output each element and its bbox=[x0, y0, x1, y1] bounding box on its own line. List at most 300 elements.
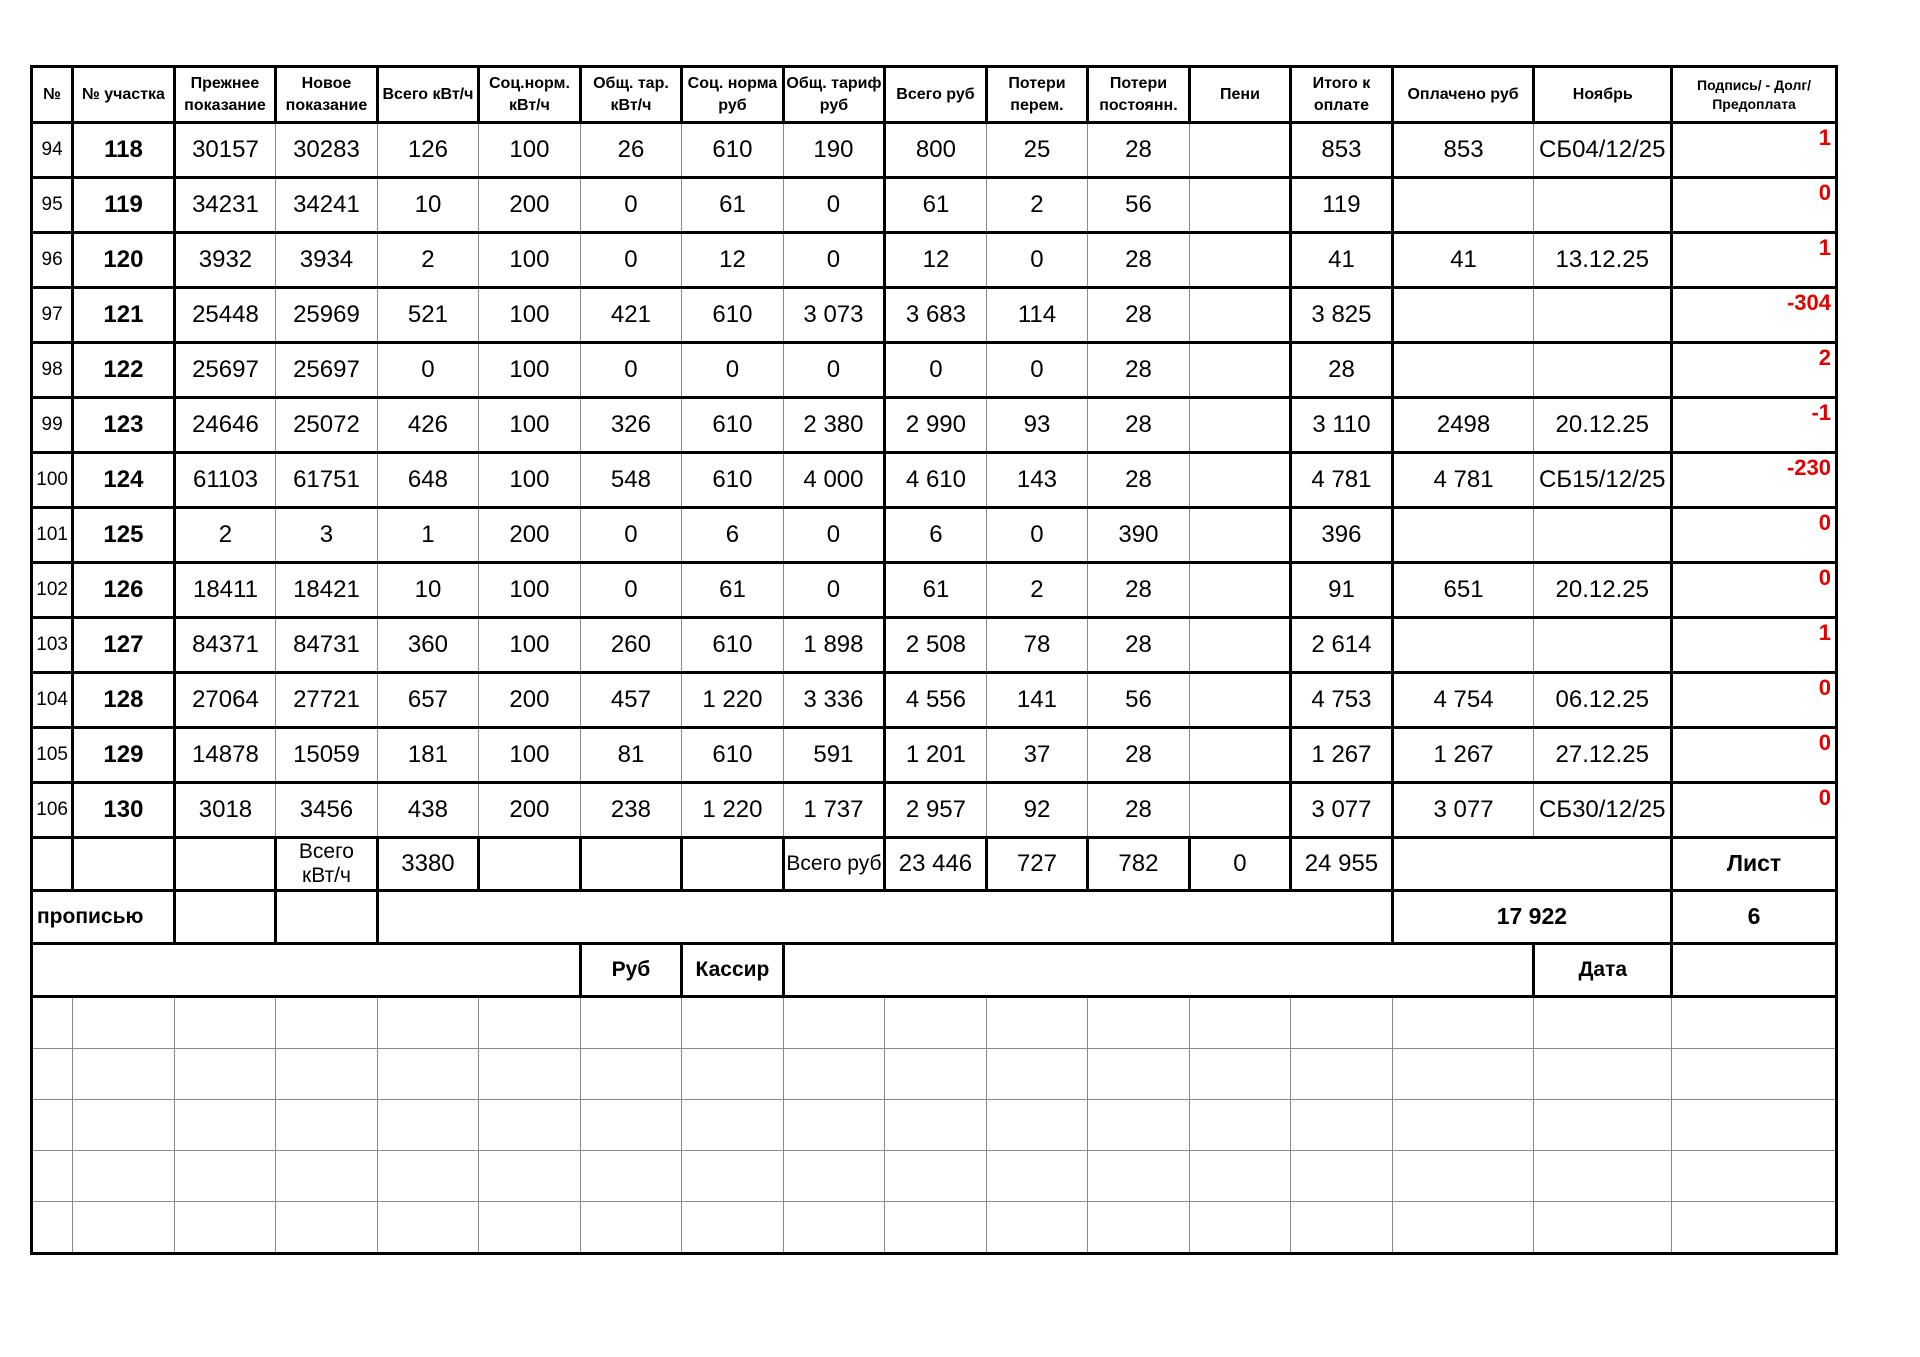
cell-new: 34241 bbox=[276, 178, 378, 233]
cell-to-pay: 2 614 bbox=[1291, 618, 1393, 673]
empty-cell bbox=[986, 997, 1088, 1049]
in-words-label: прописью bbox=[32, 891, 175, 944]
cell-no: 104 bbox=[32, 673, 73, 728]
total-penalty: 0 bbox=[1189, 838, 1291, 891]
cell-gen-kwh: 0 bbox=[580, 563, 682, 618]
cell-prev: 24646 bbox=[174, 398, 276, 453]
cell-paid: 651 bbox=[1392, 563, 1534, 618]
cell-soc-kwh: 100 bbox=[479, 618, 581, 673]
cashier-label: Кассир bbox=[682, 944, 784, 997]
empty-cell bbox=[174, 1202, 276, 1254]
cell-penalty bbox=[1189, 783, 1291, 838]
empty-cell bbox=[1189, 1151, 1291, 1202]
cell-loss-const: 28 bbox=[1088, 618, 1190, 673]
cell-new: 30283 bbox=[276, 123, 378, 178]
cell-gen-rub: 591 bbox=[783, 728, 885, 783]
cell-gen-rub: 0 bbox=[783, 563, 885, 618]
empty-cell bbox=[682, 997, 784, 1049]
empty-cell bbox=[1392, 1049, 1534, 1100]
cell-month bbox=[1534, 178, 1672, 233]
cell-prev: 61103 bbox=[174, 453, 276, 508]
cell-new: 25697 bbox=[276, 343, 378, 398]
cell-soc-rub: 610 bbox=[682, 288, 784, 343]
cell-gen-kwh: 0 bbox=[580, 178, 682, 233]
empty-cell bbox=[783, 997, 885, 1049]
empty-cell bbox=[580, 1049, 682, 1100]
cell-soc-kwh: 100 bbox=[479, 343, 581, 398]
cell-paid bbox=[1392, 178, 1534, 233]
cell-paid: 2498 bbox=[1392, 398, 1534, 453]
empty-cell bbox=[276, 891, 378, 944]
empty-cell bbox=[174, 1100, 276, 1151]
cell-loss-const: 28 bbox=[1088, 233, 1190, 288]
cell-balance: -1 bbox=[1672, 398, 1837, 453]
cell-gen-kwh: 26 bbox=[580, 123, 682, 178]
cell-month: 13.12.25 bbox=[1534, 233, 1672, 288]
cell-gen-kwh: 0 bbox=[580, 233, 682, 288]
empty-cell bbox=[580, 1151, 682, 1202]
cell-penalty bbox=[1189, 343, 1291, 398]
cell-soc-rub: 610 bbox=[682, 453, 784, 508]
cell-kwh: 657 bbox=[377, 673, 479, 728]
cell-soc-kwh: 100 bbox=[479, 123, 581, 178]
cell-gen-kwh: 421 bbox=[580, 288, 682, 343]
cell-balance: 2 bbox=[1672, 343, 1837, 398]
total-rub-label: Всего руб bbox=[783, 838, 885, 891]
header-cell: Соц. норма руб bbox=[682, 67, 784, 123]
empty-cell bbox=[73, 838, 175, 891]
table-row bbox=[32, 783, 1837, 838]
empty-grid-row bbox=[32, 1202, 1837, 1254]
header-cell: Потери постоянн. bbox=[1088, 67, 1190, 123]
cell-new: 3456 bbox=[276, 783, 378, 838]
cell-to-pay: 4 753 bbox=[1291, 673, 1393, 728]
empty-grid-row bbox=[32, 1049, 1837, 1100]
cell-loss-const: 28 bbox=[1088, 123, 1190, 178]
table-row bbox=[32, 123, 1837, 178]
cell-gen-kwh: 0 bbox=[580, 343, 682, 398]
cell-to-pay: 3 110 bbox=[1291, 398, 1393, 453]
cell-prev: 3932 bbox=[174, 233, 276, 288]
empty-cell bbox=[377, 1100, 479, 1151]
empty-cell bbox=[1392, 1151, 1534, 1202]
empty-cell bbox=[1672, 997, 1837, 1049]
empty-cell bbox=[479, 1049, 581, 1100]
empty-cell bbox=[32, 1202, 73, 1254]
cell-month: 27.12.25 bbox=[1534, 728, 1672, 783]
table-row bbox=[32, 398, 1837, 453]
cell-kwh: 10 bbox=[377, 178, 479, 233]
empty-cell bbox=[1392, 1100, 1534, 1151]
cell-soc-rub: 61 bbox=[682, 563, 784, 618]
empty-cell bbox=[1291, 1049, 1393, 1100]
cell-gen-rub: 0 bbox=[783, 178, 885, 233]
cell-total-rub: 2 508 bbox=[885, 618, 987, 673]
cashier-field bbox=[783, 944, 1534, 997]
cell-no: 106 bbox=[32, 783, 73, 838]
cell-gen-kwh: 548 bbox=[580, 453, 682, 508]
header-cell: Общ. тариф руб bbox=[783, 67, 885, 123]
cell-plot: 129 bbox=[73, 728, 175, 783]
in-words-field bbox=[377, 891, 1392, 944]
cell-to-pay: 91 bbox=[1291, 563, 1393, 618]
cell-loss-const: 28 bbox=[1088, 783, 1190, 838]
cell-no: 102 bbox=[32, 563, 73, 618]
cell-loss-const: 28 bbox=[1088, 398, 1190, 453]
cell-kwh: 521 bbox=[377, 288, 479, 343]
cell-plot: 127 bbox=[73, 618, 175, 673]
empty-cell bbox=[479, 1151, 581, 1202]
cell-penalty bbox=[1189, 123, 1291, 178]
cell-kwh: 360 bbox=[377, 618, 479, 673]
cell-soc-rub: 12 bbox=[682, 233, 784, 288]
empty-cell bbox=[377, 1151, 479, 1202]
cell-penalty bbox=[1189, 178, 1291, 233]
cell-prev: 25697 bbox=[174, 343, 276, 398]
empty-cell bbox=[1291, 1100, 1393, 1151]
cell-to-pay: 853 bbox=[1291, 123, 1393, 178]
cell-penalty bbox=[1189, 453, 1291, 508]
cell-balance: 0 bbox=[1672, 178, 1837, 233]
empty-cell bbox=[479, 1202, 581, 1254]
cell-gen-kwh: 238 bbox=[580, 783, 682, 838]
empty-cell bbox=[276, 1202, 378, 1254]
header-cell: Прежнее показание bbox=[174, 67, 276, 123]
empty-cell bbox=[1189, 1202, 1291, 1254]
empty-cell bbox=[885, 1202, 987, 1254]
empty-cell bbox=[1672, 1202, 1837, 1254]
cell-gen-rub: 1 737 bbox=[783, 783, 885, 838]
cell-penalty bbox=[1189, 673, 1291, 728]
total-to-pay: 24 955 bbox=[1291, 838, 1393, 891]
cell-soc-kwh: 100 bbox=[479, 288, 581, 343]
table-row bbox=[32, 288, 1837, 343]
cell-soc-kwh: 100 bbox=[479, 398, 581, 453]
empty-cell bbox=[682, 1202, 784, 1254]
cell-to-pay: 28 bbox=[1291, 343, 1393, 398]
cell-balance: -230 bbox=[1672, 453, 1837, 508]
cell-month: 06.12.25 bbox=[1534, 673, 1672, 728]
empty-cell bbox=[986, 1049, 1088, 1100]
cell-month bbox=[1534, 288, 1672, 343]
cell-no: 95 bbox=[32, 178, 73, 233]
cell-balance: 0 bbox=[1672, 673, 1837, 728]
cell-new: 25072 bbox=[276, 398, 378, 453]
empty-cell bbox=[377, 1202, 479, 1254]
cell-balance: 0 bbox=[1672, 728, 1837, 783]
cell-paid bbox=[1392, 288, 1534, 343]
header-cell: Всего кВт/ч bbox=[377, 67, 479, 123]
cell-new: 3 bbox=[276, 508, 378, 563]
cell-to-pay: 396 bbox=[1291, 508, 1393, 563]
cell-penalty bbox=[1189, 618, 1291, 673]
header-cell: Всего руб bbox=[885, 67, 987, 123]
cell-loss-var: 25 bbox=[986, 123, 1088, 178]
cell-loss-var: 2 bbox=[986, 563, 1088, 618]
empty-cell bbox=[1534, 1202, 1672, 1254]
empty-cell bbox=[32, 1151, 73, 1202]
empty-cell bbox=[1534, 997, 1672, 1049]
cell-total-rub: 4 610 bbox=[885, 453, 987, 508]
cell-prev: 18411 bbox=[174, 563, 276, 618]
cell-loss-const: 28 bbox=[1088, 453, 1190, 508]
cell-no: 99 bbox=[32, 398, 73, 453]
cell-prev: 25448 bbox=[174, 288, 276, 343]
empty-cell bbox=[885, 997, 987, 1049]
cell-paid: 41 bbox=[1392, 233, 1534, 288]
empty-cell bbox=[73, 1151, 175, 1202]
cell-total-rub: 1 201 bbox=[885, 728, 987, 783]
table-row bbox=[32, 178, 1837, 233]
cell-gen-rub: 0 bbox=[783, 508, 885, 563]
header-cell: Новое показание bbox=[276, 67, 378, 123]
cell-no: 98 bbox=[32, 343, 73, 398]
date-field bbox=[1672, 944, 1837, 997]
header-cell: Оплачено руб bbox=[1392, 67, 1534, 123]
header-cell: Итого к оплате bbox=[1291, 67, 1393, 123]
cell-kwh: 438 bbox=[377, 783, 479, 838]
empty-cell bbox=[1088, 1202, 1190, 1254]
cell-penalty bbox=[1189, 398, 1291, 453]
total-rub-value: 23 446 bbox=[885, 838, 987, 891]
billing-sheet-table bbox=[30, 65, 1838, 1255]
totals-row bbox=[32, 838, 1837, 891]
cell-soc-kwh: 100 bbox=[479, 453, 581, 508]
cell-balance: 1 bbox=[1672, 123, 1837, 178]
cell-paid bbox=[1392, 508, 1534, 563]
cell-month bbox=[1534, 343, 1672, 398]
cell-kwh: 181 bbox=[377, 728, 479, 783]
cell-loss-const: 28 bbox=[1088, 728, 1190, 783]
cell-new: 25969 bbox=[276, 288, 378, 343]
empty-cell bbox=[73, 1049, 175, 1100]
empty-cell bbox=[276, 1100, 378, 1151]
empty-cell bbox=[682, 1151, 784, 1202]
cell-no: 97 bbox=[32, 288, 73, 343]
cell-new: 15059 bbox=[276, 728, 378, 783]
empty-cell bbox=[32, 997, 73, 1049]
empty-cell bbox=[1392, 838, 1671, 891]
cell-total-rub: 12 bbox=[885, 233, 987, 288]
cell-plot: 124 bbox=[73, 453, 175, 508]
empty-cell bbox=[986, 1202, 1088, 1254]
empty-cell bbox=[32, 1049, 73, 1100]
cell-prev: 14878 bbox=[174, 728, 276, 783]
cell-soc-rub: 610 bbox=[682, 398, 784, 453]
empty-cell bbox=[783, 1151, 885, 1202]
in-words-row bbox=[32, 891, 1837, 944]
cashier-row bbox=[32, 944, 1837, 997]
empty-cell bbox=[1291, 1202, 1393, 1254]
cell-new: 3934 bbox=[276, 233, 378, 288]
cell-soc-kwh: 100 bbox=[479, 233, 581, 288]
cell-balance: 0 bbox=[1672, 563, 1837, 618]
cell-gen-rub: 190 bbox=[783, 123, 885, 178]
empty-cell bbox=[1088, 1049, 1190, 1100]
cell-paid: 3 077 bbox=[1392, 783, 1534, 838]
table-row bbox=[32, 508, 1837, 563]
empty-cell bbox=[783, 1100, 885, 1151]
empty-cell bbox=[174, 997, 276, 1049]
empty-cell bbox=[986, 1100, 1088, 1151]
cell-balance: 1 bbox=[1672, 618, 1837, 673]
cell-loss-var: 141 bbox=[986, 673, 1088, 728]
cell-no: 103 bbox=[32, 618, 73, 673]
cell-plot: 121 bbox=[73, 288, 175, 343]
empty-cell bbox=[32, 944, 581, 997]
empty-cell bbox=[73, 1202, 175, 1254]
empty-cell bbox=[682, 1049, 784, 1100]
total-kwh-label: Всего кВт/ч bbox=[276, 838, 378, 891]
cell-no: 105 bbox=[32, 728, 73, 783]
empty-cell bbox=[1088, 1151, 1190, 1202]
empty-cell bbox=[1534, 1049, 1672, 1100]
cell-loss-var: 0 bbox=[986, 508, 1088, 563]
header-cell: № bbox=[32, 67, 73, 123]
cell-soc-rub: 610 bbox=[682, 728, 784, 783]
table-row bbox=[32, 233, 1837, 288]
empty-cell bbox=[174, 838, 276, 891]
cell-soc-rub: 6 bbox=[682, 508, 784, 563]
cell-penalty bbox=[1189, 563, 1291, 618]
cell-balance: 1 bbox=[1672, 233, 1837, 288]
cell-loss-var: 37 bbox=[986, 728, 1088, 783]
cell-balance: 0 bbox=[1672, 508, 1837, 563]
cell-month bbox=[1534, 618, 1672, 673]
cell-plot: 120 bbox=[73, 233, 175, 288]
cell-plot: 126 bbox=[73, 563, 175, 618]
empty-cell bbox=[276, 1151, 378, 1202]
total-kwh-value: 3380 bbox=[377, 838, 479, 891]
header-cell: № участка bbox=[73, 67, 175, 123]
cell-month: СБ04/12/25 bbox=[1534, 123, 1672, 178]
empty-cell bbox=[1534, 1151, 1672, 1202]
cell-gen-rub: 0 bbox=[783, 343, 885, 398]
empty-cell bbox=[377, 997, 479, 1049]
cell-total-rub: 2 957 bbox=[885, 783, 987, 838]
cell-plot: 122 bbox=[73, 343, 175, 398]
header-cell: Потери перем. bbox=[986, 67, 1088, 123]
table-row bbox=[32, 563, 1837, 618]
cell-paid bbox=[1392, 618, 1534, 673]
empty-cell bbox=[1291, 997, 1393, 1049]
cell-kwh: 1 bbox=[377, 508, 479, 563]
cell-loss-var: 0 bbox=[986, 233, 1088, 288]
empty-cell bbox=[377, 1049, 479, 1100]
cell-no: 96 bbox=[32, 233, 73, 288]
cell-total-rub: 6 bbox=[885, 508, 987, 563]
empty-cell bbox=[885, 1151, 987, 1202]
empty-cell bbox=[276, 1049, 378, 1100]
empty-cell bbox=[682, 838, 784, 891]
cell-prev: 3018 bbox=[174, 783, 276, 838]
cell-kwh: 126 bbox=[377, 123, 479, 178]
cell-gen-rub: 3 073 bbox=[783, 288, 885, 343]
table-row bbox=[32, 728, 1837, 783]
cell-gen-rub: 2 380 bbox=[783, 398, 885, 453]
cell-loss-var: 92 bbox=[986, 783, 1088, 838]
cell-to-pay: 3 825 bbox=[1291, 288, 1393, 343]
cell-total-rub: 61 bbox=[885, 178, 987, 233]
header-cell: Соц.норм. кВт/ч bbox=[479, 67, 581, 123]
paid-total-value: 17 922 bbox=[1392, 891, 1671, 944]
cell-soc-rub: 610 bbox=[682, 123, 784, 178]
cell-total-rub: 4 556 bbox=[885, 673, 987, 728]
cell-total-rub: 2 990 bbox=[885, 398, 987, 453]
cell-gen-rub: 3 336 bbox=[783, 673, 885, 728]
cell-no: 100 bbox=[32, 453, 73, 508]
header-cell: Общ. тар. кВт/ч bbox=[580, 67, 682, 123]
empty-cell bbox=[174, 1049, 276, 1100]
empty-cell bbox=[479, 1100, 581, 1151]
cell-gen-kwh: 81 bbox=[580, 728, 682, 783]
cell-kwh: 0 bbox=[377, 343, 479, 398]
table-row bbox=[32, 673, 1837, 728]
cell-loss-var: 143 bbox=[986, 453, 1088, 508]
cell-new: 84731 bbox=[276, 618, 378, 673]
cell-total-rub: 800 bbox=[885, 123, 987, 178]
cell-to-pay: 3 077 bbox=[1291, 783, 1393, 838]
cell-gen-rub: 4 000 bbox=[783, 453, 885, 508]
cell-total-rub: 61 bbox=[885, 563, 987, 618]
cell-gen-kwh: 260 bbox=[580, 618, 682, 673]
cell-paid: 4 754 bbox=[1392, 673, 1534, 728]
cell-prev: 30157 bbox=[174, 123, 276, 178]
cell-loss-var: 93 bbox=[986, 398, 1088, 453]
cell-month: 20.12.25 bbox=[1534, 398, 1672, 453]
cell-no: 101 bbox=[32, 508, 73, 563]
empty-grid-row bbox=[32, 1100, 1837, 1151]
header-cell: Ноябрь bbox=[1534, 67, 1672, 123]
empty-cell bbox=[73, 997, 175, 1049]
cell-kwh: 426 bbox=[377, 398, 479, 453]
empty-cell bbox=[682, 1100, 784, 1151]
header-cell-signature: Подпись/ - Долг/Предоплата bbox=[1672, 67, 1837, 123]
cell-total-rub: 0 bbox=[885, 343, 987, 398]
cell-kwh: 648 bbox=[377, 453, 479, 508]
cell-balance: 0 bbox=[1672, 783, 1837, 838]
cell-loss-var: 2 bbox=[986, 178, 1088, 233]
cell-gen-kwh: 457 bbox=[580, 673, 682, 728]
cell-paid: 853 bbox=[1392, 123, 1534, 178]
cell-loss-const: 28 bbox=[1088, 343, 1190, 398]
cell-gen-kwh: 0 bbox=[580, 508, 682, 563]
cell-to-pay: 4 781 bbox=[1291, 453, 1393, 508]
empty-cell bbox=[1189, 1100, 1291, 1151]
empty-cell bbox=[783, 1202, 885, 1254]
empty-cell bbox=[32, 1100, 73, 1151]
empty-grid-row bbox=[32, 997, 1837, 1049]
cell-soc-kwh: 200 bbox=[479, 508, 581, 563]
cell-plot: 128 bbox=[73, 673, 175, 728]
cell-month: 20.12.25 bbox=[1534, 563, 1672, 618]
cell-plot: 125 bbox=[73, 508, 175, 563]
cell-penalty bbox=[1189, 508, 1291, 563]
cell-soc-kwh: 200 bbox=[479, 178, 581, 233]
cell-gen-rub: 0 bbox=[783, 233, 885, 288]
empty-cell bbox=[580, 997, 682, 1049]
table-row bbox=[32, 343, 1837, 398]
empty-cell bbox=[1392, 1202, 1534, 1254]
cell-soc-kwh: 200 bbox=[479, 673, 581, 728]
cell-loss-const: 56 bbox=[1088, 673, 1190, 728]
cell-month: СБ15/12/25 bbox=[1534, 453, 1672, 508]
cell-soc-rub: 610 bbox=[682, 618, 784, 673]
cell-month bbox=[1534, 508, 1672, 563]
total-loss-const: 782 bbox=[1088, 838, 1190, 891]
cell-kwh: 2 bbox=[377, 233, 479, 288]
cell-prev: 2 bbox=[174, 508, 276, 563]
